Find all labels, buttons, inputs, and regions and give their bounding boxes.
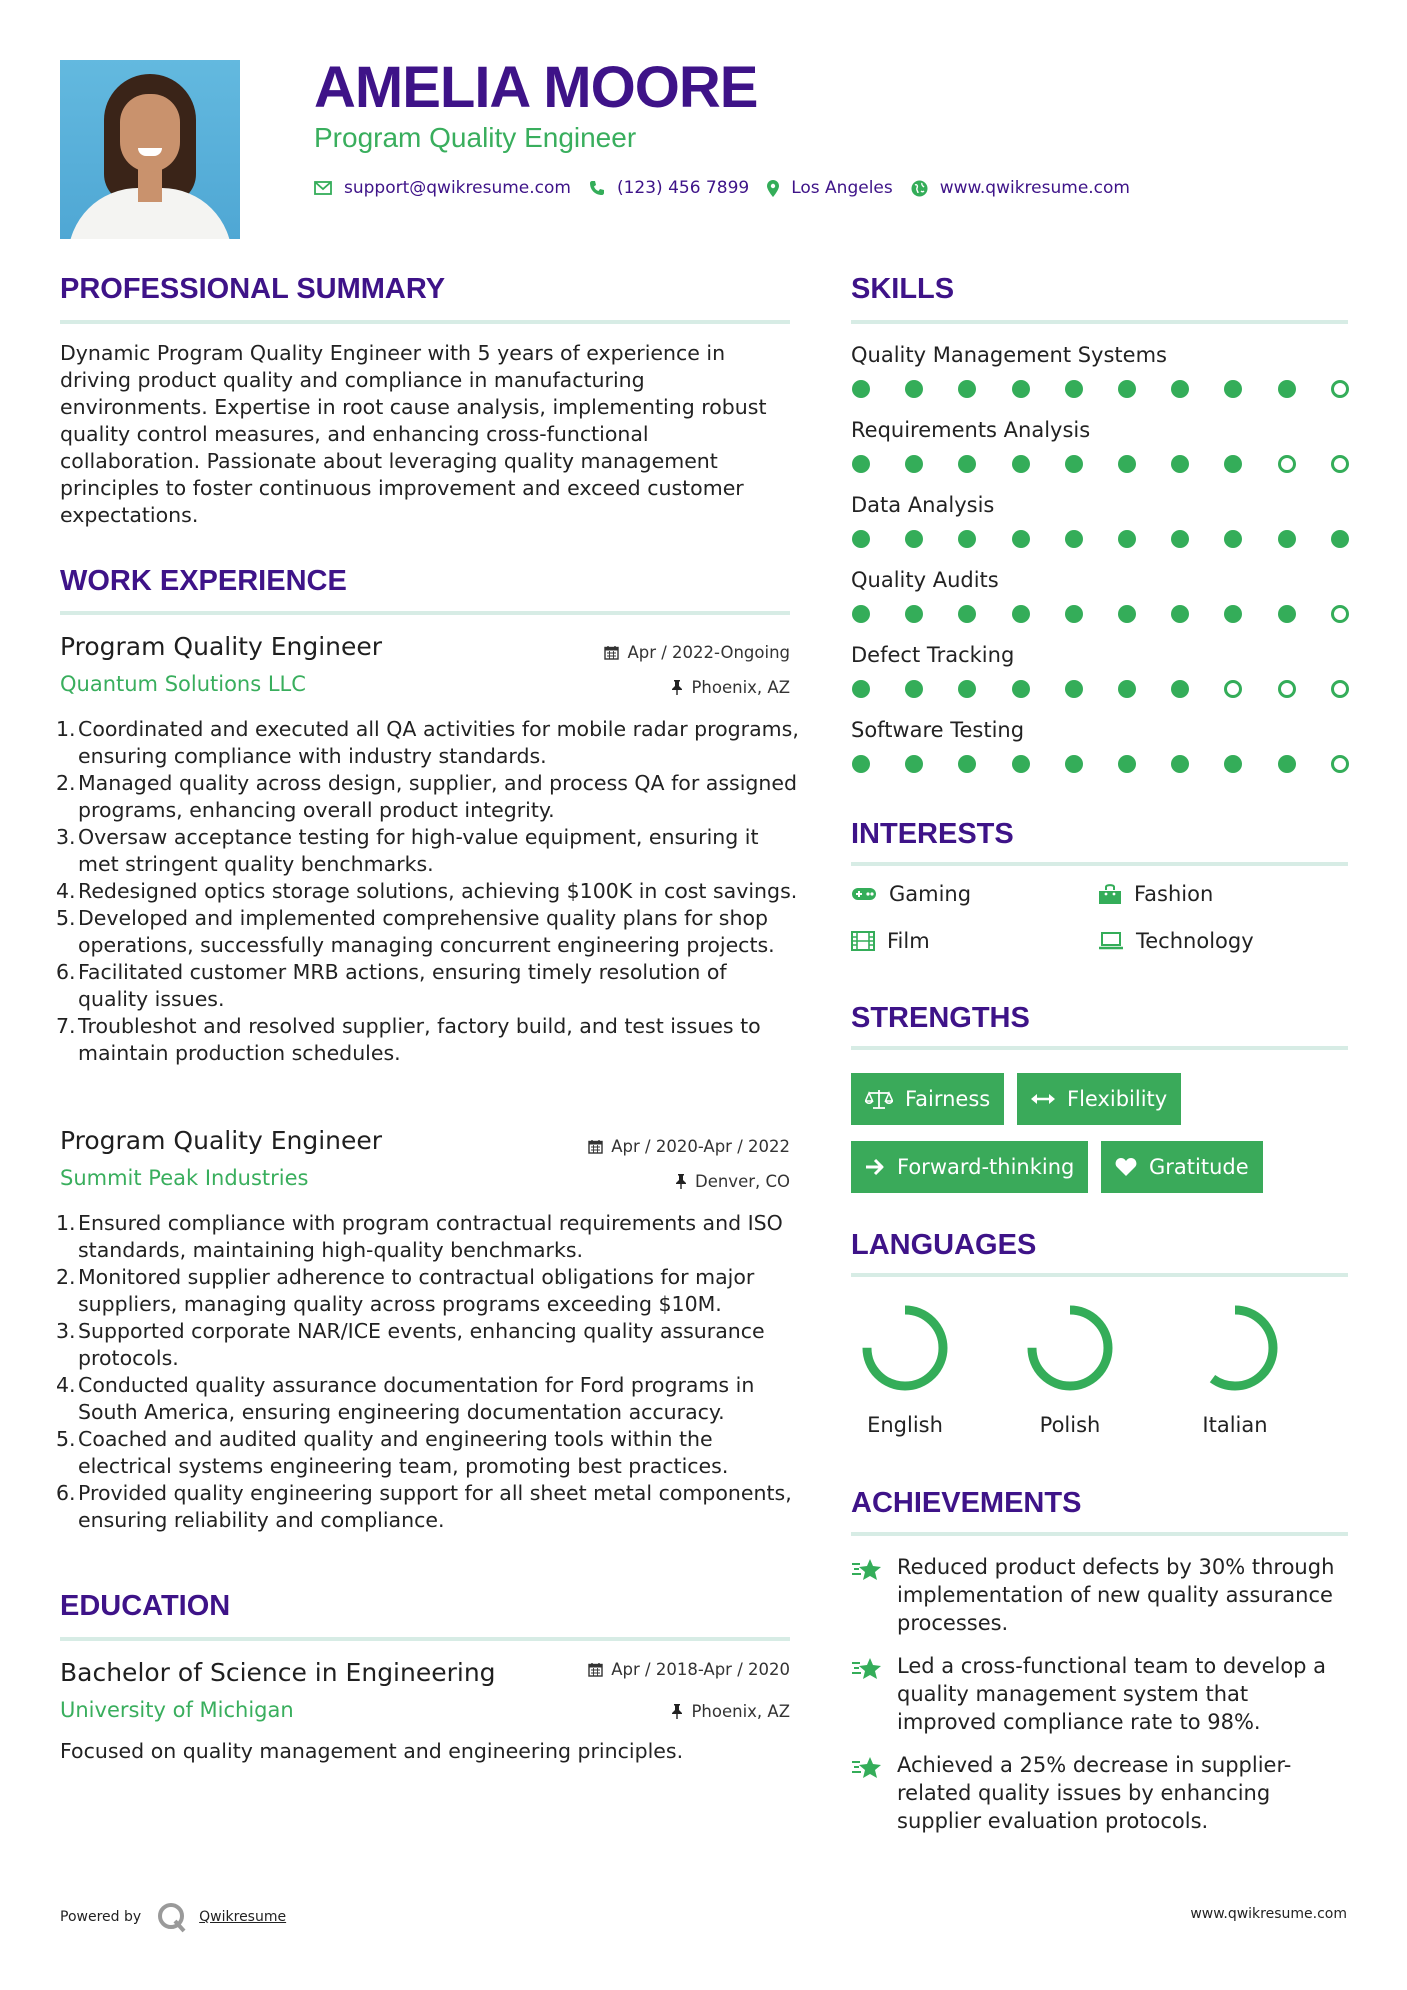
achievement-item <box>851 1652 1351 1736</box>
interest-label: Gaming <box>889 882 972 906</box>
degree-title: Bachelor of Science in Engineering <box>60 1658 496 1687</box>
phone-text: (123) 456 7899 <box>616 178 750 198</box>
language-label: English <box>867 1413 943 1437</box>
company-name: Quantum Solutions LLC <box>60 672 306 696</box>
globe-icon <box>911 180 928 197</box>
list-item <box>56 1426 800 1480</box>
job-location-text: Denver, CO <box>694 1172 790 1191</box>
rating-dot-filled <box>1012 605 1030 623</box>
section-divider <box>60 1637 790 1641</box>
rating-dot-filled <box>1118 755 1136 773</box>
list-item <box>56 770 800 824</box>
education-description: Focused on quality management and engineering principles. <box>60 1739 684 1763</box>
rating-dot-filled <box>852 755 870 773</box>
footer-website[interactable]: www.qwikresume.com <box>1190 1906 1347 1922</box>
candidate-name: AMELIA MOORE <box>314 55 758 120</box>
rating-dot-filled <box>1224 755 1242 773</box>
rating-dot-filled <box>1278 755 1296 773</box>
rating-dot-filled <box>1118 380 1136 398</box>
rating-dot-filled <box>1224 605 1242 623</box>
list-item <box>56 1013 800 1067</box>
achievement-text: Achieved a 25% decrease in supplier-related quality issues by enhancing supplier evaluation protocols. <box>897 1753 1292 1833</box>
summary-heading: PROFESSIONAL SUMMARY <box>60 273 446 305</box>
contact-website[interactable] <box>911 178 1130 198</box>
rating-dot-filled <box>905 605 923 623</box>
rating-dot-filled <box>1171 530 1189 548</box>
website-text: www.qwikresume.com <box>939 178 1130 198</box>
strength-tag-gratitude <box>1101 1141 1263 1193</box>
list-item <box>56 959 800 1013</box>
section-divider <box>851 1273 1348 1277</box>
section-divider <box>851 1046 1348 1050</box>
interest-item-film <box>851 929 930 953</box>
rating-dot-filled <box>1278 380 1296 398</box>
list-number: 3. <box>56 825 76 849</box>
envelope-icon <box>314 181 332 195</box>
contact-email[interactable] <box>314 178 571 198</box>
education-location-text: Phoenix, AZ <box>691 1702 790 1721</box>
language-gauge <box>1190 1303 1280 1393</box>
list-item <box>56 1372 800 1426</box>
rating-dot-filled <box>1118 455 1136 473</box>
rating-dot-filled <box>1171 755 1189 773</box>
rating-dot-filled <box>958 455 976 473</box>
powered-by-text: Powered by <box>60 1909 142 1925</box>
rating-dot-filled <box>1012 530 1030 548</box>
skill-name: Software Testing <box>851 718 1025 742</box>
list-item <box>56 878 800 905</box>
email-text: support@qwikresume.com <box>344 178 571 198</box>
achievements-heading: ACHIEVEMENTS <box>851 1487 1082 1519</box>
list-item <box>56 1264 800 1318</box>
skill-rating <box>851 605 1348 625</box>
list-item <box>56 716 800 770</box>
calendar-icon <box>588 1662 603 1677</box>
rating-dot-filled <box>852 530 870 548</box>
candidate-title: Program Quality Engineer <box>314 122 637 153</box>
achievement-item <box>851 1553 1351 1637</box>
language-gauge <box>1025 1303 1115 1393</box>
strength-label: Forward-thinking <box>897 1155 1075 1179</box>
achievement-text: Led a cross-functional team to develop a quality management system that improved compliance rate to 98%. <box>897 1654 1327 1734</box>
rating-dot-empty <box>1278 680 1296 698</box>
rating-dot-filled <box>1118 530 1136 548</box>
languages-heading: LANGUAGES <box>851 1229 1037 1261</box>
rating-dot-filled <box>1012 680 1030 698</box>
job-date-text: Apr / 2020-Apr / 2022 <box>611 1137 790 1156</box>
qwikresume-logo-icon <box>155 1900 189 1934</box>
list-text: Coached and audited quality and engineering tools within the electrical systems engineering team, promoting best practices. <box>78 1427 729 1478</box>
rating-dot-filled <box>1224 380 1242 398</box>
education-location <box>671 1702 790 1721</box>
skill-name: Quality Audits <box>851 568 999 592</box>
language-gauge-arc <box>1197 1310 1273 1386</box>
rating-dot-filled <box>852 680 870 698</box>
rating-dot-filled <box>1171 380 1189 398</box>
list-text: Supported corporate NAR/ICE events, enhancing quality assurance protocols. <box>78 1319 765 1370</box>
language-label: Italian <box>1202 1413 1268 1437</box>
skill-name: Quality Management Systems <box>851 343 1167 367</box>
rating-dot-filled <box>905 455 923 473</box>
list-text: Monitored supplier adherence to contractual obligations for major suppliers, managing quality across programs exceeding $10M. <box>78 1265 755 1316</box>
job-date <box>588 1137 790 1156</box>
strength-label: Fairness <box>905 1087 991 1111</box>
achievement-item <box>851 1751 1351 1835</box>
interest-item-technology <box>1098 929 1254 953</box>
list-text: Provided quality engineering support for all sheet metal components, ensuring reliability and compliance. <box>78 1481 792 1532</box>
interest-label: Fashion <box>1134 882 1214 906</box>
star-badge-icon <box>851 1557 883 1583</box>
interest-item-fashion <box>1098 882 1213 906</box>
rating-dot-filled <box>1012 455 1030 473</box>
list-number: 1. <box>56 1211 76 1235</box>
phone-icon <box>589 180 605 196</box>
skill-rating <box>851 380 1348 400</box>
rating-dot-empty <box>1331 380 1349 398</box>
list-item <box>56 1318 800 1372</box>
rating-dot-filled <box>905 755 923 773</box>
skill-rating <box>851 755 1348 775</box>
rating-dot-filled <box>1118 605 1136 623</box>
job-bullets <box>56 1210 800 1534</box>
job-date <box>604 643 790 662</box>
rating-dot-filled <box>1224 455 1242 473</box>
rating-dot-filled <box>1065 380 1083 398</box>
star-badge-icon <box>851 1656 883 1682</box>
rating-dot-filled <box>1331 530 1349 548</box>
rating-dot-filled <box>905 530 923 548</box>
school-name: University of Michigan <box>60 1698 294 1722</box>
skill-name: Data Analysis <box>851 493 995 517</box>
rating-dot-filled <box>1065 680 1083 698</box>
list-number: 3. <box>56 1319 76 1343</box>
rating-dot-empty <box>1331 755 1349 773</box>
list-text: Ensured compliance with program contractual requirements and ISO standards, maintaining high-quality benchmarks. <box>78 1211 783 1262</box>
experience-heading: WORK EXPERIENCE <box>60 565 347 597</box>
film-icon <box>851 931 875 951</box>
list-number: 2. <box>56 771 76 795</box>
language-label: Polish <box>1039 1413 1101 1437</box>
section-divider <box>60 611 790 615</box>
rating-dot-empty <box>1331 680 1349 698</box>
list-text: Redesigned optics storage solutions, achieving $100K in cost savings. <box>78 879 798 903</box>
list-number: 5. <box>56 1427 76 1451</box>
section-divider <box>60 320 790 324</box>
list-item <box>56 1210 800 1264</box>
rating-dot-filled <box>852 605 870 623</box>
rating-dot-filled <box>1065 755 1083 773</box>
list-number: 6. <box>56 1481 76 1505</box>
laptop-icon <box>1098 932 1124 950</box>
interests-heading: INTERESTS <box>851 818 1014 850</box>
list-item <box>56 824 800 878</box>
rating-dot-filled <box>958 530 976 548</box>
list-text: Coordinated and executed all QA activities for mobile radar programs, ensuring compliance with industry standards. <box>78 717 799 768</box>
balance-scale-icon <box>865 1088 893 1110</box>
strength-label: Gratitude <box>1149 1155 1249 1179</box>
skills-heading: SKILLS <box>851 273 955 305</box>
map-marker-icon <box>767 180 779 197</box>
job-bullets <box>56 716 800 1067</box>
list-number: 6. <box>56 960 76 984</box>
strength-tag-flexibility <box>1017 1073 1181 1125</box>
rating-dot-empty <box>1278 455 1296 473</box>
list-text: Oversaw acceptance testing for high-value equipment, ensuring it met stringent quality benchmarks. <box>78 825 759 876</box>
list-text: Conducted quality assurance documentation for Ford programs in South America, ensuring engineering documentation accuracy. <box>78 1373 755 1424</box>
education-date-text: Apr / 2018-Apr / 2020 <box>611 1660 790 1679</box>
rating-dot-empty <box>1331 605 1349 623</box>
brand-link[interactable]: Qwikresume <box>199 1909 287 1925</box>
rating-dot-empty <box>1224 680 1242 698</box>
star-badge-icon <box>851 1755 883 1781</box>
rating-dot-filled <box>1012 755 1030 773</box>
rating-dot-filled <box>852 380 870 398</box>
pushpin-icon <box>671 680 683 695</box>
location-text: Los Angeles <box>791 178 893 198</box>
rating-dot-filled <box>1012 380 1030 398</box>
calendar-icon <box>588 1139 603 1154</box>
contact-location <box>767 178 893 198</box>
rating-dot-filled <box>1065 455 1083 473</box>
rating-dot-filled <box>1065 605 1083 623</box>
interest-label: Technology <box>1136 929 1254 953</box>
rating-dot-filled <box>1224 530 1242 548</box>
arrow-right-icon <box>865 1158 885 1176</box>
rating-dot-filled <box>958 380 976 398</box>
achievement-text: Reduced product defects by 30% through implementation of new quality assurance processes. <box>897 1555 1335 1635</box>
language-gauge <box>860 1303 950 1393</box>
shopping-bag-icon <box>1098 883 1122 905</box>
job-title: Program Quality Engineer <box>60 1126 383 1155</box>
skill-name: Defect Tracking <box>851 643 1015 667</box>
list-item <box>56 1480 800 1534</box>
summary-text: Dynamic Program Quality Engineer with 5 years of experience in driving product quality and compliance in manufacturing environments. Expertise in root cause analysis, implementing robust quality control measures, and enhancing cross-functional collaboration. Passionate about leveraging quality management principles to foster continuous improvement and exceed customer expectations. <box>60 341 767 527</box>
rating-dot-filled <box>1171 455 1189 473</box>
strength-label: Flexibility <box>1067 1087 1168 1111</box>
skill-rating <box>851 530 1348 550</box>
job-title: Program Quality Engineer <box>60 632 383 661</box>
rating-dot-filled <box>1118 680 1136 698</box>
list-text: Troubleshot and resolved supplier, factory build, and test issues to maintain production schedules. <box>78 1014 761 1065</box>
strength-tag-fairness <box>851 1073 1004 1125</box>
rating-dot-filled <box>958 680 976 698</box>
rating-dot-filled <box>852 455 870 473</box>
rating-dot-filled <box>1278 605 1296 623</box>
arrows-horizontal-icon <box>1031 1093 1055 1105</box>
list-text: Facilitated customer MRB actions, ensuring timely resolution of quality issues. <box>78 960 727 1011</box>
rating-dot-filled <box>1278 530 1296 548</box>
skill-name: Requirements Analysis <box>851 418 1091 442</box>
job-location <box>671 678 790 697</box>
heart-icon <box>1115 1157 1137 1177</box>
rating-dot-empty <box>1331 455 1349 473</box>
job-location-text: Phoenix, AZ <box>691 678 790 697</box>
pushpin-icon <box>671 1704 683 1719</box>
education-heading: EDUCATION <box>60 1590 231 1622</box>
calendar-icon <box>604 645 619 660</box>
profile-photo <box>60 60 240 239</box>
list-text: Managed quality across design, supplier, and process QA for assigned programs, enhancing overall product integrity. <box>78 771 798 822</box>
footer-powered-by <box>60 1900 286 1934</box>
rating-dot-filled <box>958 755 976 773</box>
list-number: 7. <box>56 1014 76 1038</box>
list-item <box>56 905 800 959</box>
interest-label: Film <box>887 929 930 953</box>
list-text: Developed and implemented comprehensive quality plans for shop operations, successfully managing concurrent engineering projects. <box>78 906 775 957</box>
section-divider <box>851 320 1348 324</box>
strengths-heading: STRENGTHS <box>851 1002 1030 1034</box>
list-number: 4. <box>56 879 76 903</box>
list-number: 1. <box>56 717 76 741</box>
rating-dot-filled <box>1065 530 1083 548</box>
section-divider <box>851 862 1348 866</box>
rating-dot-filled <box>905 680 923 698</box>
gamepad-icon <box>851 886 877 902</box>
company-name: Summit Peak Industries <box>60 1166 309 1190</box>
rating-dot-filled <box>1171 605 1189 623</box>
section-divider <box>851 1532 1348 1536</box>
skill-rating <box>851 455 1348 475</box>
skill-rating <box>851 680 1348 700</box>
list-number: 4. <box>56 1373 76 1397</box>
rating-dot-filled <box>958 605 976 623</box>
pushpin-icon <box>675 1174 687 1189</box>
education-date <box>588 1660 790 1679</box>
contact-bar <box>314 178 1148 198</box>
language-gauge-arc <box>1032 1310 1108 1386</box>
strength-tag-forward-thinking <box>851 1141 1088 1193</box>
interest-item-gaming <box>851 882 971 906</box>
contact-phone[interactable] <box>589 178 749 198</box>
rating-dot-filled <box>1171 680 1189 698</box>
language-gauge-arc <box>867 1310 943 1386</box>
list-number: 5. <box>56 906 76 930</box>
rating-dot-filled <box>905 380 923 398</box>
job-date-text: Apr / 2022-Ongoing <box>627 643 790 662</box>
list-number: 2. <box>56 1265 76 1289</box>
job-location <box>675 1172 790 1191</box>
